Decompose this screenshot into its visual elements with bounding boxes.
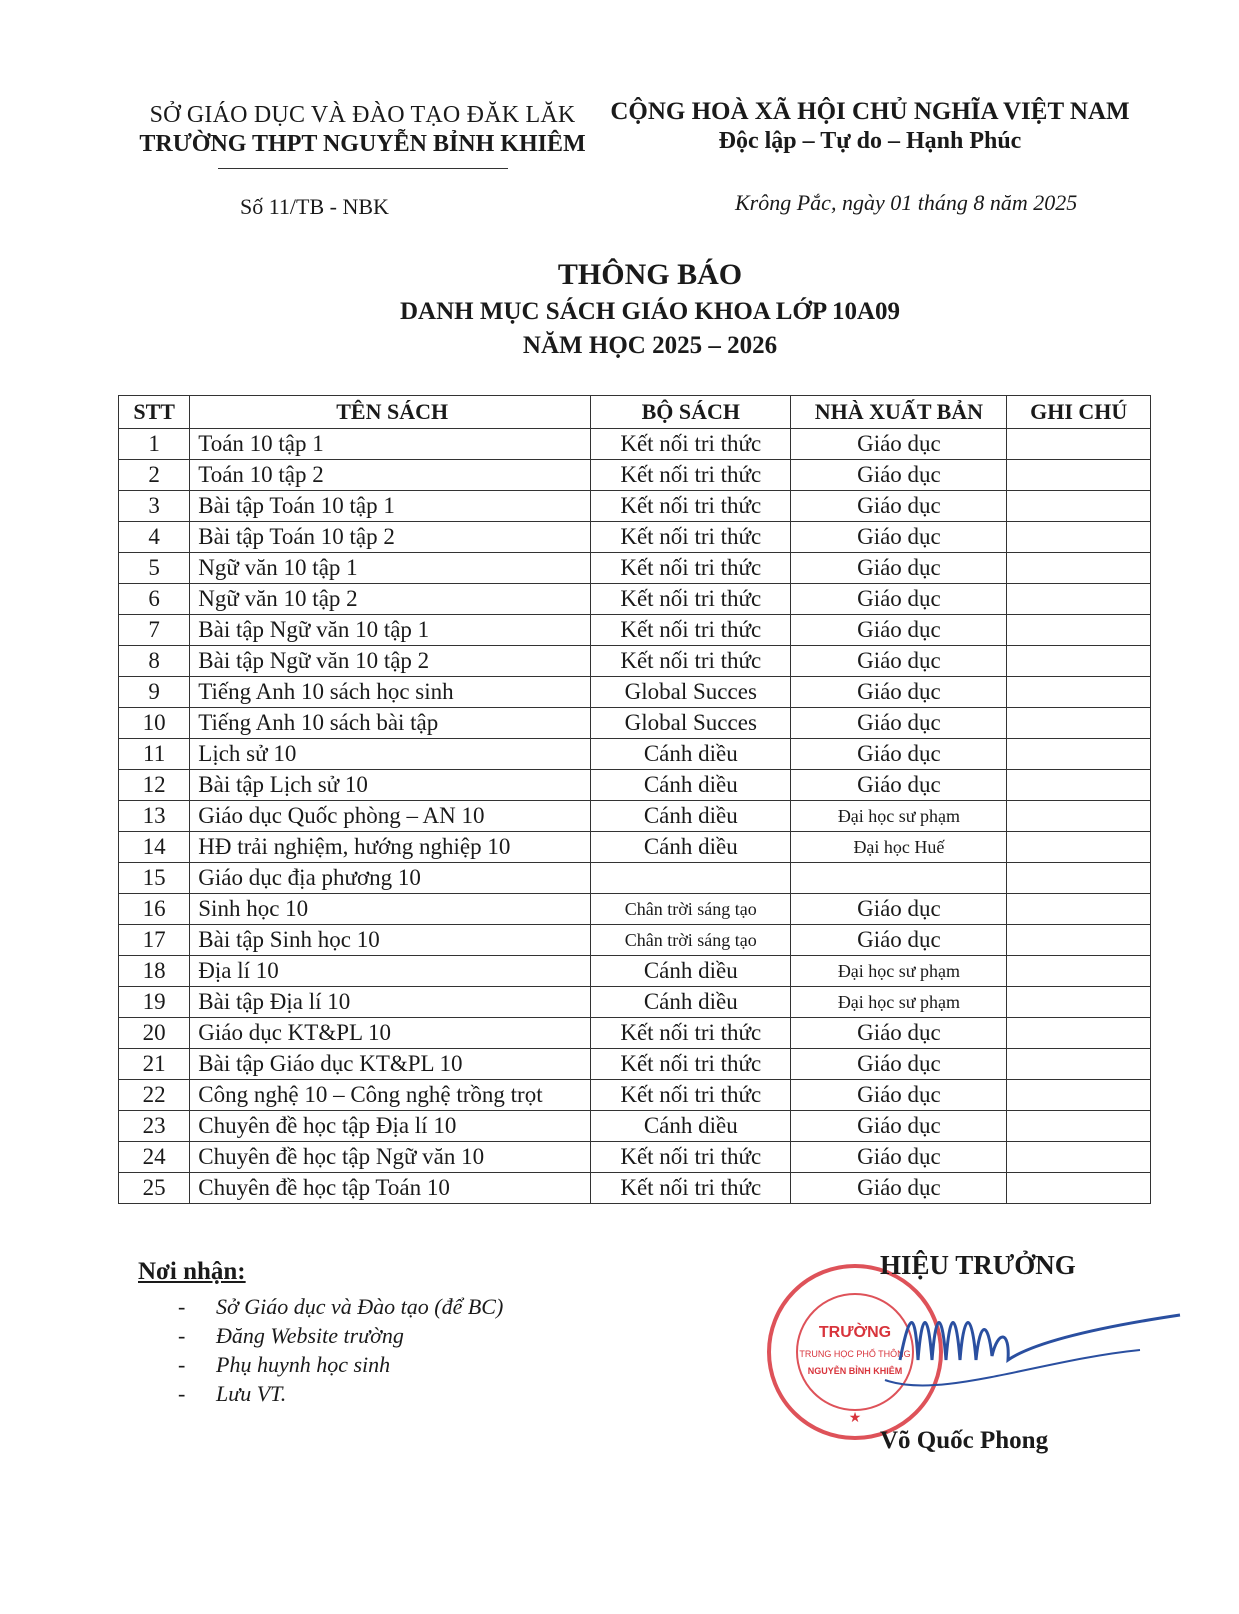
list-dash: - — [178, 1352, 186, 1377]
cell-note — [1007, 801, 1151, 832]
cell-stt: 1 — [119, 429, 190, 460]
cell-book-name: Chuyên đề học tập Toán 10 — [190, 1173, 591, 1204]
cell-note — [1007, 1049, 1151, 1080]
cell-stt: 10 — [119, 708, 190, 739]
textbook-table — [118, 395, 1151, 1204]
cell-book-name: Bài tập Ngữ văn 10 tập 2 — [190, 646, 591, 677]
cell-note — [1007, 987, 1151, 1018]
cell-book-set: Cánh diều — [591, 832, 791, 863]
recipient-item — [138, 1350, 503, 1379]
cell-note — [1007, 429, 1151, 460]
seal-center-line-1: TRƯỜNG — [818, 1324, 892, 1341]
recipient-item — [138, 1321, 503, 1350]
cell-book-name: Bài tập Ngữ văn 10 tập 1 — [190, 615, 591, 646]
table-row — [119, 739, 1151, 770]
cell-note — [1007, 460, 1151, 491]
cell-stt: 15 — [119, 863, 190, 894]
table-row — [119, 491, 1151, 522]
cell-book-set: Kết nối tri thức — [591, 429, 791, 460]
cell-book-set: Kết nối tri thức — [591, 1049, 791, 1080]
cell-note — [1007, 677, 1151, 708]
cell-book-set: Global Succes — [591, 708, 791, 739]
cell-stt: 2 — [119, 460, 190, 491]
cell-note — [1007, 956, 1151, 987]
document-title — [0, 258, 1239, 360]
cell-book-name: Tiếng Anh 10 sách học sinh — [190, 677, 591, 708]
cell-stt: 4 — [119, 522, 190, 553]
cell-book-name: Ngữ văn 10 tập 2 — [190, 584, 591, 615]
cell-stt: 6 — [119, 584, 190, 615]
cell-book-set: Cánh diều — [591, 770, 791, 801]
cell-book-set: Kết nối tri thức — [591, 1080, 791, 1111]
cell-book-set: Kết nối tri thức — [591, 1173, 791, 1204]
cell-book-set: Kết nối tri thức — [591, 1018, 791, 1049]
cell-publisher: Giáo dục — [791, 460, 1007, 491]
table-row — [119, 522, 1151, 553]
cell-stt: 21 — [119, 1049, 190, 1080]
table-row — [119, 1049, 1151, 1080]
cell-book-set: Kết nối tri thức — [591, 584, 791, 615]
cell-book-set: Global Succes — [591, 677, 791, 708]
cell-book-name: Giáo dục KT&PL 10 — [190, 1018, 591, 1049]
cell-book-set: Kết nối tri thức — [591, 460, 791, 491]
cell-note — [1007, 522, 1151, 553]
cell-stt: 5 — [119, 553, 190, 584]
cell-publisher: Giáo dục — [791, 1111, 1007, 1142]
cell-note — [1007, 615, 1151, 646]
cell-book-set: Chân trời sáng tạo — [591, 894, 791, 925]
cell-book-set: Kết nối tri thức — [591, 1142, 791, 1173]
cell-book-name: Toán 10 tập 2 — [190, 460, 591, 491]
cell-stt: 24 — [119, 1142, 190, 1173]
cell-stt: 23 — [119, 1111, 190, 1142]
cell-publisher: Giáo dục — [791, 429, 1007, 460]
cell-stt: 16 — [119, 894, 190, 925]
cell-book-name: Bài tập Địa lí 10 — [190, 987, 591, 1018]
table-row — [119, 1173, 1151, 1204]
table-row — [119, 553, 1151, 584]
table-row — [119, 1142, 1151, 1173]
column-header-note: GHI CHÚ — [1007, 396, 1151, 429]
cell-publisher: Giáo dục — [791, 677, 1007, 708]
cell-book-set: Cánh diều — [591, 1111, 791, 1142]
cell-book-name: Chuyên đề học tập Ngữ văn 10 — [190, 1142, 591, 1173]
school-name: TRƯỜNG THPT NGUYỄN BỈNH KHIÊM — [139, 131, 586, 157]
cell-book-set: Kết nối tri thức — [591, 553, 791, 584]
recipient-text: Phụ huynh học sinh — [216, 1352, 391, 1377]
cell-book-name: Bài tập Sinh học 10 — [190, 925, 591, 956]
cell-publisher: Giáo dục — [791, 708, 1007, 739]
reference-number: Số 11/TB - NBK — [240, 194, 389, 219]
cell-publisher: Giáo dục — [791, 1049, 1007, 1080]
title-line-2: DANH MỤC SÁCH GIÁO KHOA LỚP 10A09 — [399, 298, 901, 325]
title-line-1: THÔNG BÁO — [557, 258, 743, 291]
cell-publisher: Giáo dục — [791, 646, 1007, 677]
cell-stt: 9 — [119, 677, 190, 708]
cell-book-name: Lịch sử 10 — [190, 739, 591, 770]
handwritten-signature — [880, 1290, 1200, 1420]
cell-stt: 7 — [119, 615, 190, 646]
cell-book-set: Cánh diều — [591, 956, 791, 987]
table-row — [119, 863, 1151, 894]
cell-stt: 22 — [119, 1080, 190, 1111]
signatory-title: HIỆU TRƯỞNG — [880, 1250, 1076, 1280]
cell-book-name: Bài tập Toán 10 tập 2 — [190, 522, 591, 553]
cell-note — [1007, 863, 1151, 894]
cell-book-set: Cánh diều — [591, 987, 791, 1018]
recipient-text: Lưu VT. — [216, 1381, 287, 1406]
cell-book-set: Kết nối tri thức — [591, 646, 791, 677]
recipient-text: Đăng Website trường — [216, 1323, 404, 1348]
table-row — [119, 956, 1151, 987]
cell-note — [1007, 770, 1151, 801]
signatory-name: Võ Quốc Phong — [880, 1427, 1049, 1454]
table-row — [119, 801, 1151, 832]
recipients-list — [138, 1292, 503, 1408]
svg-text:★: ★ — [848, 1411, 862, 1426]
cell-stt: 14 — [119, 832, 190, 863]
table-row — [119, 987, 1151, 1018]
cell-stt: 19 — [119, 987, 190, 1018]
cell-book-name: Bài tập Lịch sử 10 — [190, 770, 591, 801]
cell-publisher — [791, 863, 1007, 894]
title-line-3: NĂM HỌC 2025 – 2026 — [522, 332, 778, 359]
table-row — [119, 925, 1151, 956]
cell-note — [1007, 708, 1151, 739]
table-header-row — [119, 396, 1151, 429]
cell-book-set: Cánh diều — [591, 801, 791, 832]
cell-publisher: Giáo dục — [791, 615, 1007, 646]
list-dash: - — [178, 1323, 186, 1348]
cell-publisher: Đại học Huế — [791, 832, 1007, 863]
recipient-item — [138, 1379, 503, 1408]
cell-note — [1007, 1080, 1151, 1111]
cell-stt: 20 — [119, 1018, 190, 1049]
table-row — [119, 429, 1151, 460]
cell-note — [1007, 491, 1151, 522]
cell-book-name: Sinh học 10 — [190, 894, 591, 925]
list-dash: - — [178, 1294, 186, 1319]
cell-book-name: Chuyên đề học tập Địa lí 10 — [190, 1111, 591, 1142]
recipients-heading: Nơi nhận: — [138, 1258, 246, 1285]
cell-note — [1007, 646, 1151, 677]
table-row — [119, 1080, 1151, 1111]
cell-book-name: Địa lí 10 — [190, 956, 591, 987]
cell-publisher: Đại học sư phạm — [791, 956, 1007, 987]
table-row — [119, 894, 1151, 925]
cell-stt: 8 — [119, 646, 190, 677]
cell-book-set: Kết nối tri thức — [591, 491, 791, 522]
cell-publisher: Giáo dục — [791, 1080, 1007, 1111]
cell-note — [1007, 739, 1151, 770]
column-header-book-set: BỘ SÁCH — [591, 396, 791, 429]
cell-book-name: Công nghệ 10 – Công nghệ trồng trọt — [190, 1080, 591, 1111]
motto: Độc lập – Tự do – Hạnh Phúc — [718, 128, 1022, 154]
cell-publisher: Giáo dục — [791, 491, 1007, 522]
cell-note — [1007, 1142, 1151, 1173]
cell-stt: 3 — [119, 491, 190, 522]
table-row — [119, 677, 1151, 708]
table-row — [119, 708, 1151, 739]
cell-stt: 12 — [119, 770, 190, 801]
cell-book-name: Bài tập Giáo dục KT&PL 10 — [190, 1049, 591, 1080]
cell-book-name: Bài tập Toán 10 tập 1 — [190, 491, 591, 522]
cell-book-set: Kết nối tri thức — [591, 615, 791, 646]
cell-book-name: Ngữ văn 10 tập 1 — [190, 553, 591, 584]
table-row — [119, 1018, 1151, 1049]
table-row — [119, 584, 1151, 615]
cell-note — [1007, 1018, 1151, 1049]
cell-book-name: HĐ trải nghiệm, hướng nghiệp 10 — [190, 832, 591, 863]
cell-note — [1007, 1173, 1151, 1204]
cell-publisher: Giáo dục — [791, 925, 1007, 956]
cell-book-set: Cánh diều — [591, 739, 791, 770]
table-row — [119, 770, 1151, 801]
cell-publisher: Đại học sư phạm — [791, 987, 1007, 1018]
cell-publisher: Giáo dục — [791, 739, 1007, 770]
cell-publisher: Giáo dục — [791, 894, 1007, 925]
table-row — [119, 646, 1151, 677]
cell-book-set — [591, 863, 791, 894]
recipient-item — [138, 1292, 503, 1321]
recipients-block — [138, 1258, 503, 1408]
cell-stt: 11 — [119, 739, 190, 770]
cell-note — [1007, 894, 1151, 925]
cell-stt: 13 — [119, 801, 190, 832]
cell-note — [1007, 1111, 1151, 1142]
cell-book-name: Tiếng Anh 10 sách bài tập — [190, 708, 591, 739]
seal-center-line-3: NGUYỄN BỈNH KHIÊM — [807, 1366, 903, 1376]
table-body — [119, 429, 1151, 1204]
table-row — [119, 460, 1151, 491]
recipient-text: Sở Giáo dục và Đào tạo (để BC) — [216, 1294, 504, 1319]
column-header-publisher: NHÀ XUẤT BẢN — [791, 396, 1007, 429]
header-right — [600, 98, 1140, 155]
column-header-stt: STT — [119, 396, 190, 429]
header-left — [120, 102, 605, 169]
cell-book-name: Toán 10 tập 1 — [190, 429, 591, 460]
cell-stt: 17 — [119, 925, 190, 956]
cell-publisher: Giáo dục — [791, 584, 1007, 615]
cell-note — [1007, 925, 1151, 956]
cell-book-set: Kết nối tri thức — [591, 522, 791, 553]
header-left-underline — [218, 168, 508, 169]
seal-center-line-2: TRUNG HỌC PHỔ THÔNG — [799, 1349, 911, 1359]
issue-date: Krông Pắc, ngày 01 tháng 8 năm 2025 — [735, 190, 1078, 215]
cell-book-name: Giáo dục Quốc phòng – AN 10 — [190, 801, 591, 832]
cell-note — [1007, 584, 1151, 615]
cell-publisher: Giáo dục — [791, 770, 1007, 801]
cell-book-set: Chân trời sáng tạo — [591, 925, 791, 956]
nation-title: CỘNG HOÀ XÃ HỘI CHỦ NGHĨA VIỆT NAM — [610, 98, 1130, 125]
cell-publisher: Đại học sư phạm — [791, 801, 1007, 832]
cell-note — [1007, 832, 1151, 863]
table-row — [119, 1111, 1151, 1142]
cell-book-name: Giáo dục địa phương 10 — [190, 863, 591, 894]
cell-publisher: Giáo dục — [791, 522, 1007, 553]
cell-publisher: Giáo dục — [791, 1173, 1007, 1204]
cell-stt: 18 — [119, 956, 190, 987]
list-dash: - — [178, 1381, 186, 1406]
cell-publisher: Giáo dục — [791, 553, 1007, 584]
column-header-book-name: TÊN SÁCH — [190, 396, 591, 429]
cell-note — [1007, 553, 1151, 584]
department-name: SỞ GIÁO DỤC VÀ ĐÀO TẠO ĐĂK LĂK — [149, 102, 576, 128]
table-row — [119, 832, 1151, 863]
cell-publisher: Giáo dục — [791, 1018, 1007, 1049]
cell-publisher: Giáo dục — [791, 1142, 1007, 1173]
table-row — [119, 615, 1151, 646]
cell-stt: 25 — [119, 1173, 190, 1204]
